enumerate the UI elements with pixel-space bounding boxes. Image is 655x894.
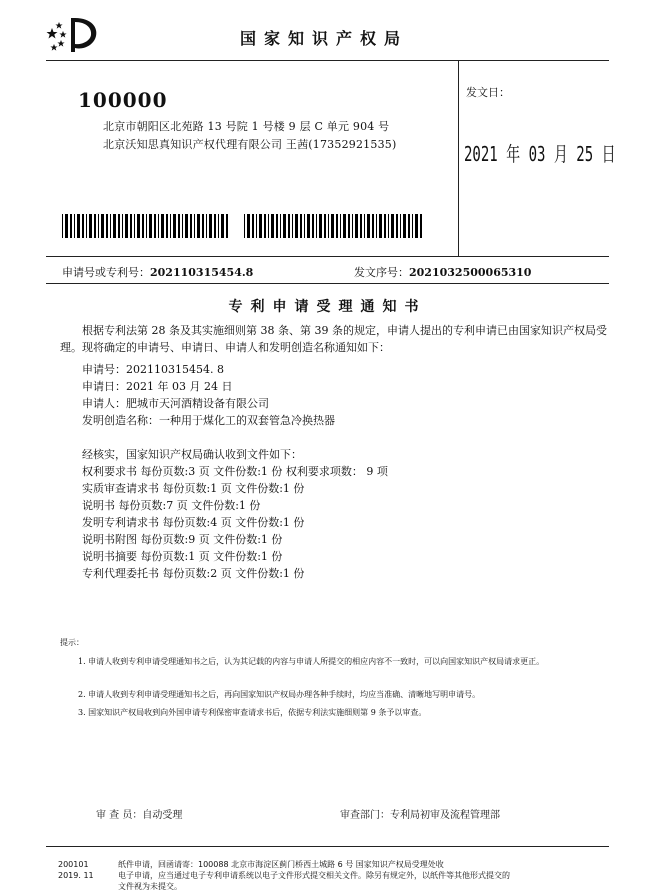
department-label: 审查部门： xyxy=(340,810,390,821)
form-date: 2019. 11 xyxy=(58,871,94,880)
document-serial-row xyxy=(354,264,531,280)
footer-paper-line: 纸件申请，回函请寄：100088 北京市海淀区蓟门桥西土城路 6 号 国家知识产权局受理处收 xyxy=(118,860,444,869)
ref-rule xyxy=(46,283,609,284)
documents-intro: 经核实，国家知识产权局确认收到文件如下： xyxy=(82,448,302,461)
field-invention-title: 发明创造名称：一种用于煤化工的双套管急冷换热器 xyxy=(82,414,335,427)
document-item: 说明书摘要 每份页数:1 页 文件份数:1 份 xyxy=(82,550,283,563)
field-application-number: 申请号：202110315454. 8 xyxy=(82,363,224,376)
document-serial-label: 发文序号： xyxy=(354,266,409,279)
box-bottom-rule xyxy=(46,256,609,257)
department-value: 专利局初审及流程管理部 xyxy=(390,810,500,821)
document-item: 发明专利请求书 每份页数:4 页 文件份数:1 份 xyxy=(82,516,305,529)
box-divider xyxy=(458,60,459,256)
document-item: 说明书附图 每份页数:9 页 文件份数:1 份 xyxy=(82,533,283,546)
tip-item: 2. 申请人收到专利申请受理通知书之后，再向国家知识产权局办理各种手续时，均应当准确、清晰地写明申请号。 xyxy=(78,690,481,699)
tip-item: 1. 申请人收到专利申请受理通知书之后，认为其记载的内容与申请人所提交的相应内容不一致时，可以向国家知识产权局请求更正。 xyxy=(78,657,545,666)
footer-rule xyxy=(46,846,609,847)
tips-heading: 提示： xyxy=(60,638,84,647)
notice-title: 专利申请受理通知书 xyxy=(228,299,427,315)
application-number-label: 申请号或专利号： xyxy=(62,266,150,279)
document-serial: 2021032500065310 xyxy=(409,266,532,279)
application-number-row xyxy=(62,264,253,280)
field-filing-date: 申请日：2021 年 03 月 24 日 xyxy=(82,380,233,393)
examiner-label: 审 查 员： xyxy=(96,810,143,821)
cnipa-logo xyxy=(44,14,100,56)
examiner-value: 自动受理 xyxy=(142,810,183,821)
application-number: 202110315454.8 xyxy=(150,266,254,279)
barcode-right xyxy=(244,214,424,238)
recipient-address: 北京市朝阳区北苑路 13 号院 1 号楼 9 层 C 单元 904 号 xyxy=(103,120,390,133)
issue-date: 2021 年 03 月 25 日 xyxy=(464,142,616,166)
footer-electronic-line-cont: 文件视为未提交。 xyxy=(118,882,182,891)
box-top-rule xyxy=(46,60,609,61)
intro-paragraph: 根据专利法第 28 条及其实施细则第 38 条、第 39 条的规定，申请人提出的专利申请已由国家知识产权局受理。现将确定的申请号、申请日、申请人和发明创造名称通知如下： xyxy=(60,324,607,354)
document-item: 权利要求书 每份页数:3 页 文件份数:1 份 权利要求项数： 9 项 xyxy=(82,465,388,478)
issue-date-label: 发文日： xyxy=(466,86,510,99)
document-item: 专利代理委托书 每份页数:2 页 文件份数:1 份 xyxy=(82,567,305,580)
office-name: 国家知识产权局 xyxy=(240,29,409,48)
form-code: 200101 xyxy=(58,860,89,869)
tip-item: 3. 国家知识产权局收到向外国申请专利保密审查请求书后，依据专利法实施细则第 9 条予以审查。 xyxy=(78,708,427,717)
document-item: 说明书 每份页数:7 页 文件份数:1 份 xyxy=(82,499,261,512)
examiner-row xyxy=(96,806,182,821)
recipient-agency: 北京沃知思真知识产权代理有限公司 王茜(17352921535) xyxy=(103,138,397,151)
department-row xyxy=(340,806,500,821)
field-applicant: 申请人：肥城市天河酒精设备有限公司 xyxy=(82,397,269,410)
barcode-left xyxy=(62,214,230,238)
document-item: 实质审查请求书 每份页数:1 页 文件份数:1 份 xyxy=(82,482,305,495)
postcode: 100000 xyxy=(78,88,168,112)
footer-electronic-line: 电子申请，应当通过电子专利申请系统以电子文件形式提交相关文件。除另有规定外，以纸件等其他形式提交的 xyxy=(118,871,510,880)
